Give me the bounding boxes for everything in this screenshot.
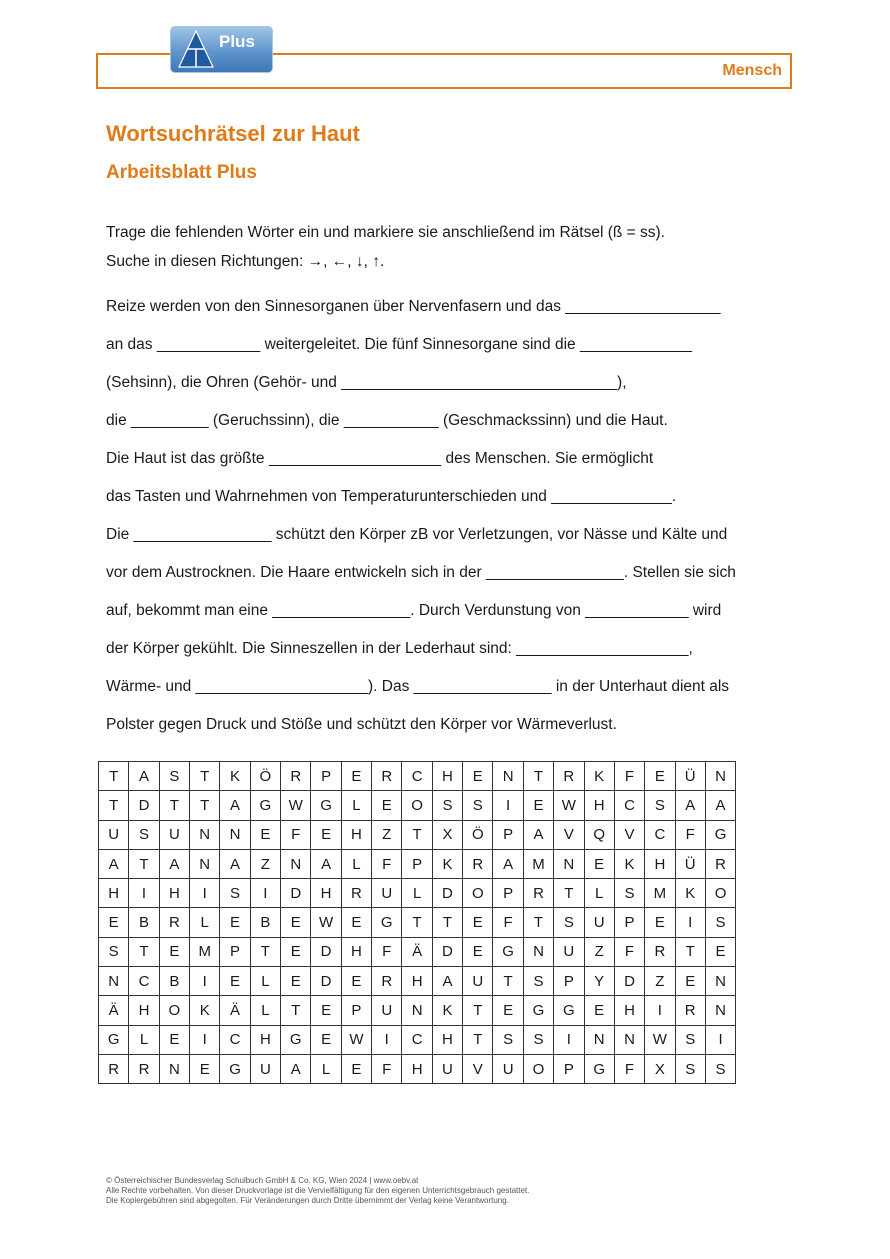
- grid-row: [99, 937, 736, 966]
- grid-cell[interactable]: G: [311, 791, 341, 820]
- grid-cell[interactable]: V: [554, 820, 584, 849]
- grid-cell[interactable]: U: [554, 937, 584, 966]
- grid-cell[interactable]: R: [341, 879, 371, 908]
- grid-cell[interactable]: N: [99, 967, 129, 996]
- grid-cell[interactable]: Ä: [220, 996, 250, 1025]
- grid-cell[interactable]: P: [554, 967, 584, 996]
- grid-row: [99, 908, 736, 937]
- grid-cell[interactable]: O: [463, 879, 493, 908]
- grid-cell[interactable]: E: [311, 820, 341, 849]
- grid-cell[interactable]: F: [281, 820, 311, 849]
- grid-cell[interactable]: S: [523, 967, 553, 996]
- grid-cell[interactable]: E: [99, 908, 129, 937]
- grid-cell[interactable]: I: [372, 1025, 402, 1054]
- grid-cell[interactable]: B: [250, 908, 280, 937]
- grid-cell[interactable]: A: [493, 849, 523, 878]
- cloze-line: Die Haut ist das größte ____________________ des Menschen. Sie ermöglicht: [106, 450, 654, 467]
- grid-cell[interactable]: E: [645, 762, 675, 791]
- grid-cell[interactable]: B: [159, 967, 189, 996]
- grid-cell[interactable]: G: [554, 996, 584, 1025]
- grid-cell[interactable]: E: [463, 937, 493, 966]
- grid-cell[interactable]: Ö: [463, 820, 493, 849]
- grid-cell[interactable]: N: [705, 996, 735, 1025]
- grid-cell[interactable]: N: [190, 849, 220, 878]
- grid-cell[interactable]: L: [311, 1054, 341, 1083]
- grid-cell[interactable]: E: [220, 967, 250, 996]
- grid-cell[interactable]: F: [675, 820, 705, 849]
- grid-cell[interactable]: Z: [645, 967, 675, 996]
- grid-cell[interactable]: Ä: [402, 937, 432, 966]
- grid-cell[interactable]: D: [281, 879, 311, 908]
- grid-cell[interactable]: B: [129, 908, 159, 937]
- grid-cell[interactable]: C: [645, 820, 675, 849]
- grid-cell[interactable]: U: [432, 1054, 462, 1083]
- grid-cell[interactable]: X: [645, 1054, 675, 1083]
- grid-cell[interactable]: U: [372, 996, 402, 1025]
- grid-cell[interactable]: H: [432, 1025, 462, 1054]
- grid-cell[interactable]: S: [493, 1025, 523, 1054]
- grid-cell[interactable]: H: [129, 996, 159, 1025]
- grid-cell[interactable]: O: [705, 879, 735, 908]
- grid-cell[interactable]: W: [311, 908, 341, 937]
- grid-cell[interactable]: T: [99, 791, 129, 820]
- cloze-line: auf, bekommt man eine ________________. Durch Verdunstung von ____________ wird: [106, 602, 722, 619]
- grid-cell[interactable]: U: [463, 967, 493, 996]
- grid-cell[interactable]: L: [402, 879, 432, 908]
- instructions: [106, 218, 796, 276]
- grid-row: [99, 1025, 736, 1054]
- grid-cell[interactable]: T: [675, 937, 705, 966]
- grid-cell[interactable]: K: [614, 849, 644, 878]
- grid-cell[interactable]: M: [645, 879, 675, 908]
- grid-cell[interactable]: U: [250, 1054, 280, 1083]
- grid-cell[interactable]: N: [493, 762, 523, 791]
- footer-line: © Österreichischer Bundesverlag Schulbuch GmbH & Co. KG, Wien 2024 | www.oebv.at: [106, 1176, 419, 1185]
- grid-cell[interactable]: G: [281, 1025, 311, 1054]
- grid-cell[interactable]: M: [523, 849, 553, 878]
- cloze-line: die _________ (Geruchssinn), die ___________ (Geschmackssinn) und die Haut.: [106, 412, 668, 429]
- grid-cell[interactable]: F: [614, 937, 644, 966]
- grid-cell[interactable]: T: [523, 908, 553, 937]
- grid-cell[interactable]: R: [463, 849, 493, 878]
- grid-cell[interactable]: R: [554, 762, 584, 791]
- grid-cell[interactable]: S: [463, 791, 493, 820]
- grid-cell[interactable]: E: [311, 1025, 341, 1054]
- grid-cell[interactable]: N: [402, 996, 432, 1025]
- grid-cell[interactable]: N: [705, 967, 735, 996]
- page-title: Wortsuchrätsel zur Haut: [106, 121, 360, 146]
- grid-cell[interactable]: D: [614, 967, 644, 996]
- grid-cell[interactable]: H: [99, 879, 129, 908]
- grid-row: [99, 762, 736, 791]
- grid-cell[interactable]: N: [554, 849, 584, 878]
- grid-cell[interactable]: H: [584, 791, 614, 820]
- grid-cell[interactable]: D: [432, 937, 462, 966]
- grid-cell[interactable]: S: [99, 937, 129, 966]
- grid-cell[interactable]: Ö: [250, 762, 280, 791]
- grid-cell[interactable]: N: [190, 820, 220, 849]
- grid-cell[interactable]: L: [129, 1025, 159, 1054]
- grid-cell[interactable]: K: [675, 879, 705, 908]
- grid-cell[interactable]: C: [402, 762, 432, 791]
- grid-cell[interactable]: A: [432, 967, 462, 996]
- grid-cell[interactable]: T: [190, 791, 220, 820]
- grid-cell[interactable]: C: [402, 1025, 432, 1054]
- grid-cell[interactable]: N: [281, 849, 311, 878]
- grid-cell[interactable]: D: [311, 967, 341, 996]
- grid-cell[interactable]: S: [675, 1025, 705, 1054]
- grid-cell[interactable]: E: [341, 908, 371, 937]
- grid-cell[interactable]: N: [159, 1054, 189, 1083]
- grid-cell[interactable]: A: [159, 849, 189, 878]
- grid-cell[interactable]: T: [463, 996, 493, 1025]
- grid-cell[interactable]: Z: [250, 849, 280, 878]
- grid-cell[interactable]: T: [159, 791, 189, 820]
- grid-cell[interactable]: I: [129, 879, 159, 908]
- grid-cell[interactable]: G: [493, 937, 523, 966]
- grid-cell[interactable]: A: [523, 820, 553, 849]
- grid-cell[interactable]: F: [614, 1054, 644, 1083]
- grid-cell[interactable]: K: [584, 762, 614, 791]
- grid-cell[interactable]: V: [614, 820, 644, 849]
- grid-cell[interactable]: L: [341, 849, 371, 878]
- grid-cell[interactable]: E: [463, 908, 493, 937]
- grid-cell[interactable]: A: [705, 791, 735, 820]
- grid-cell[interactable]: A: [220, 791, 250, 820]
- grid-cell[interactable]: U: [372, 879, 402, 908]
- grid-cell[interactable]: E: [705, 937, 735, 966]
- grid-cell[interactable]: G: [99, 1025, 129, 1054]
- grid-cell[interactable]: P: [614, 908, 644, 937]
- grid-row: [99, 967, 736, 996]
- grid-cell[interactable]: E: [281, 908, 311, 937]
- grid-cell[interactable]: F: [372, 937, 402, 966]
- grid-cell[interactable]: Q: [584, 820, 614, 849]
- grid-cell[interactable]: T: [402, 820, 432, 849]
- grid-cell[interactable]: G: [220, 1054, 250, 1083]
- cloze-line: Die ________________ schützt den Körper zB vor Verletzungen, vor Nässe und Kälte und: [106, 526, 728, 543]
- grid-cell[interactable]: T: [554, 879, 584, 908]
- grid-cell[interactable]: P: [554, 1054, 584, 1083]
- logo-label: Plus: [219, 32, 255, 51]
- grid-cell[interactable]: P: [402, 849, 432, 878]
- grid-cell[interactable]: I: [190, 967, 220, 996]
- grid-cell[interactable]: S: [220, 879, 250, 908]
- grid-cell[interactable]: Z: [372, 820, 402, 849]
- grid-cell[interactable]: U: [493, 1054, 523, 1083]
- grid-cell[interactable]: U: [159, 820, 189, 849]
- grid-cell[interactable]: G: [372, 908, 402, 937]
- grid-cell[interactable]: E: [584, 996, 614, 1025]
- grid-cell[interactable]: X: [432, 820, 462, 849]
- grid-cell[interactable]: R: [645, 937, 675, 966]
- grid-cell[interactable]: Ü: [675, 849, 705, 878]
- grid-cell[interactable]: R: [99, 1054, 129, 1083]
- grid-cell[interactable]: E: [584, 849, 614, 878]
- grid-cell[interactable]: L: [250, 996, 280, 1025]
- grid-cell[interactable]: V: [463, 1054, 493, 1083]
- grid-cell[interactable]: R: [705, 849, 735, 878]
- grid-cell[interactable]: S: [675, 1054, 705, 1083]
- grid-cell[interactable]: W: [281, 791, 311, 820]
- grid-cell[interactable]: T: [463, 1025, 493, 1054]
- grid-cell[interactable]: O: [159, 996, 189, 1025]
- grid-cell[interactable]: E: [675, 967, 705, 996]
- grid-cell[interactable]: G: [523, 996, 553, 1025]
- grid-cell[interactable]: L: [250, 967, 280, 996]
- cloze-text: [106, 292, 806, 748]
- grid-cell[interactable]: E: [281, 937, 311, 966]
- grid-cell[interactable]: H: [341, 820, 371, 849]
- grid-cell[interactable]: I: [645, 996, 675, 1025]
- grid-cell[interactable]: G: [705, 820, 735, 849]
- grid-cell[interactable]: F: [372, 1054, 402, 1083]
- grid-cell[interactable]: T: [432, 908, 462, 937]
- grid-cell[interactable]: R: [675, 996, 705, 1025]
- grid-cell[interactable]: W: [341, 1025, 371, 1054]
- grid-cell[interactable]: E: [341, 967, 371, 996]
- grid-cell[interactable]: A: [311, 849, 341, 878]
- grid-cell[interactable]: P: [493, 879, 523, 908]
- grid-cell[interactable]: I: [190, 879, 220, 908]
- grid-row: [99, 879, 736, 908]
- grid-cell[interactable]: R: [159, 908, 189, 937]
- grid-cell[interactable]: D: [129, 791, 159, 820]
- grid-cell[interactable]: C: [614, 791, 644, 820]
- grid-cell[interactable]: E: [250, 820, 280, 849]
- grid-cell[interactable]: I: [190, 1025, 220, 1054]
- grid-cell[interactable]: F: [614, 762, 644, 791]
- grid-cell[interactable]: A: [129, 762, 159, 791]
- grid-cell[interactable]: A: [675, 791, 705, 820]
- grid-cell[interactable]: I: [493, 791, 523, 820]
- grid-cell[interactable]: K: [432, 996, 462, 1025]
- grid-cell[interactable]: N: [705, 762, 735, 791]
- grid-cell[interactable]: E: [372, 791, 402, 820]
- grid-cell[interactable]: H: [250, 1025, 280, 1054]
- grid-cell[interactable]: T: [523, 762, 553, 791]
- grid-cell[interactable]: W: [645, 1025, 675, 1054]
- grid-cell[interactable]: H: [402, 967, 432, 996]
- grid-cell[interactable]: S: [614, 879, 644, 908]
- grid-cell[interactable]: R: [372, 967, 402, 996]
- grid-cell[interactable]: T: [250, 937, 280, 966]
- grid-cell[interactable]: E: [159, 1025, 189, 1054]
- grid-cell[interactable]: A: [220, 849, 250, 878]
- page-subtitle: Arbeitsblatt Plus: [106, 162, 257, 183]
- footer-line: Alle Rechte vorbehalten. Von dieser Druckvorlage ist die Vervielfältigung für den eigenen Unterrichtsgebrauch gestattet.: [106, 1186, 530, 1195]
- grid-cell[interactable]: E: [190, 1054, 220, 1083]
- grid-cell[interactable]: H: [402, 1054, 432, 1083]
- grid-cell[interactable]: O: [523, 1054, 553, 1083]
- grid-cell[interactable]: H: [432, 762, 462, 791]
- grid-cell[interactable]: U: [584, 908, 614, 937]
- grid-cell[interactable]: E: [463, 762, 493, 791]
- grid-cell[interactable]: R: [129, 1054, 159, 1083]
- grid-cell[interactable]: M: [190, 937, 220, 966]
- grid-cell[interactable]: E: [220, 908, 250, 937]
- grid-cell[interactable]: E: [645, 908, 675, 937]
- grid-cell[interactable]: T: [129, 937, 159, 966]
- grid-cell[interactable]: S: [432, 791, 462, 820]
- grid-cell[interactable]: W: [554, 791, 584, 820]
- instruction-line: Suche in diesen Richtungen: →, ←, ↓, ↑.: [106, 253, 385, 270]
- grid-cell[interactable]: D: [432, 879, 462, 908]
- grid-cell[interactable]: N: [523, 937, 553, 966]
- grid-cell[interactable]: T: [129, 849, 159, 878]
- grid-cell[interactable]: L: [584, 879, 614, 908]
- grid-cell[interactable]: S: [554, 908, 584, 937]
- grid-cell[interactable]: H: [645, 849, 675, 878]
- cloze-line: Reize werden von den Sinnesorganen über Nervenfasern und das __________________: [106, 298, 721, 315]
- grid-row: [99, 1054, 736, 1083]
- grid-cell[interactable]: E: [341, 1054, 371, 1083]
- grid-cell[interactable]: R: [372, 762, 402, 791]
- grid-cell[interactable]: P: [341, 996, 371, 1025]
- grid-cell[interactable]: A: [99, 849, 129, 878]
- grid-cell[interactable]: S: [705, 1054, 735, 1083]
- cloze-line: vor dem Austrocknen. Die Haare entwickeln sich in der ________________. Stellen sie sich: [106, 564, 736, 581]
- grid-cell[interactable]: N: [584, 1025, 614, 1054]
- cloze-line: an das ____________ weitergeleitet. Die fünf Sinnesorgane sind die _____________: [106, 336, 693, 353]
- grid-cell[interactable]: U: [99, 820, 129, 849]
- grid-cell[interactable]: R: [281, 762, 311, 791]
- footer-line: Die Kopiergebühren sind abgegolten. Für Veränderungen durch Dritte übernimmt der Verlag keine Verantwortung.: [106, 1196, 509, 1205]
- grid-cell[interactable]: Y: [584, 967, 614, 996]
- grid-cell[interactable]: A: [281, 1054, 311, 1083]
- grid-cell[interactable]: I: [554, 1025, 584, 1054]
- grid-cell[interactable]: C: [129, 967, 159, 996]
- copyright-footer: [106, 1176, 529, 1206]
- section-label: Mensch: [722, 62, 782, 79]
- cloze-line: (Sehsinn), die Ohren (Gehör- und ________________________________),: [106, 374, 627, 391]
- grid-cell[interactable]: N: [614, 1025, 644, 1054]
- grid-cell[interactable]: T: [402, 908, 432, 937]
- word-search-grid: [98, 761, 736, 1084]
- plus-logo: [170, 26, 273, 73]
- grid-cell[interactable]: F: [372, 849, 402, 878]
- grid-cell[interactable]: K: [220, 762, 250, 791]
- grid-cell[interactable]: R: [523, 879, 553, 908]
- grid-cell[interactable]: C: [220, 1025, 250, 1054]
- grid-row: [99, 820, 736, 849]
- grid-cell[interactable]: I: [675, 908, 705, 937]
- grid-cell[interactable]: Ü: [675, 762, 705, 791]
- grid-cell[interactable]: E: [159, 937, 189, 966]
- grid-cell[interactable]: K: [432, 849, 462, 878]
- grid-cell[interactable]: S: [129, 820, 159, 849]
- grid-cell[interactable]: E: [341, 762, 371, 791]
- grid-cell[interactable]: T: [99, 762, 129, 791]
- grid-cell[interactable]: F: [493, 908, 523, 937]
- grid-cell[interactable]: H: [614, 996, 644, 1025]
- grid-cell[interactable]: D: [311, 937, 341, 966]
- cloze-line: Wärme- und ____________________). Das ________________ in der Unterhaut dient als: [106, 678, 730, 695]
- grid-cell[interactable]: Z: [584, 937, 614, 966]
- grid-cell[interactable]: G: [584, 1054, 614, 1083]
- grid-cell[interactable]: E: [311, 996, 341, 1025]
- grid-cell[interactable]: T: [493, 967, 523, 996]
- grid-cell[interactable]: G: [250, 791, 280, 820]
- grid-cell[interactable]: S: [523, 1025, 553, 1054]
- grid-cell[interactable]: L: [341, 791, 371, 820]
- grid-cell[interactable]: P: [311, 762, 341, 791]
- cloze-line: Polster gegen Druck und Stöße und schützt den Körper vor Wärmeverlust.: [106, 716, 617, 733]
- grid-cell[interactable]: T: [190, 762, 220, 791]
- grid-cell[interactable]: H: [311, 879, 341, 908]
- grid-cell[interactable]: H: [341, 937, 371, 966]
- grid-cell[interactable]: S: [159, 762, 189, 791]
- grid-row: [99, 791, 736, 820]
- grid-cell[interactable]: I: [705, 1025, 735, 1054]
- grid-cell[interactable]: Ä: [99, 996, 129, 1025]
- grid-cell[interactable]: N: [220, 820, 250, 849]
- grid-row: [99, 849, 736, 878]
- instruction-line: Trage die fehlenden Wörter ein und markiere sie anschließend im Rätsel (ß = ss).: [106, 224, 665, 241]
- grid-cell[interactable]: H: [159, 879, 189, 908]
- grid-cell[interactable]: O: [402, 791, 432, 820]
- grid-cell[interactable]: P: [220, 937, 250, 966]
- grid-cell[interactable]: T: [281, 996, 311, 1025]
- grid-cell[interactable]: E: [281, 967, 311, 996]
- grid-cell[interactable]: P: [493, 820, 523, 849]
- grid-cell[interactable]: I: [250, 879, 280, 908]
- cloze-line: der Körper gekühlt. Die Sinneszellen in der Lederhaut sind: ____________________,: [106, 640, 693, 657]
- grid-cell[interactable]: S: [705, 908, 735, 937]
- grid-cell[interactable]: S: [645, 791, 675, 820]
- cloze-line: das Tasten und Wahrnehmen von Temperaturunterschieden und ______________.: [106, 488, 677, 505]
- grid-row: [99, 996, 736, 1025]
- grid-cell[interactable]: L: [190, 908, 220, 937]
- grid-cell[interactable]: E: [523, 791, 553, 820]
- grid-cell[interactable]: K: [190, 996, 220, 1025]
- grid-cell[interactable]: E: [493, 996, 523, 1025]
